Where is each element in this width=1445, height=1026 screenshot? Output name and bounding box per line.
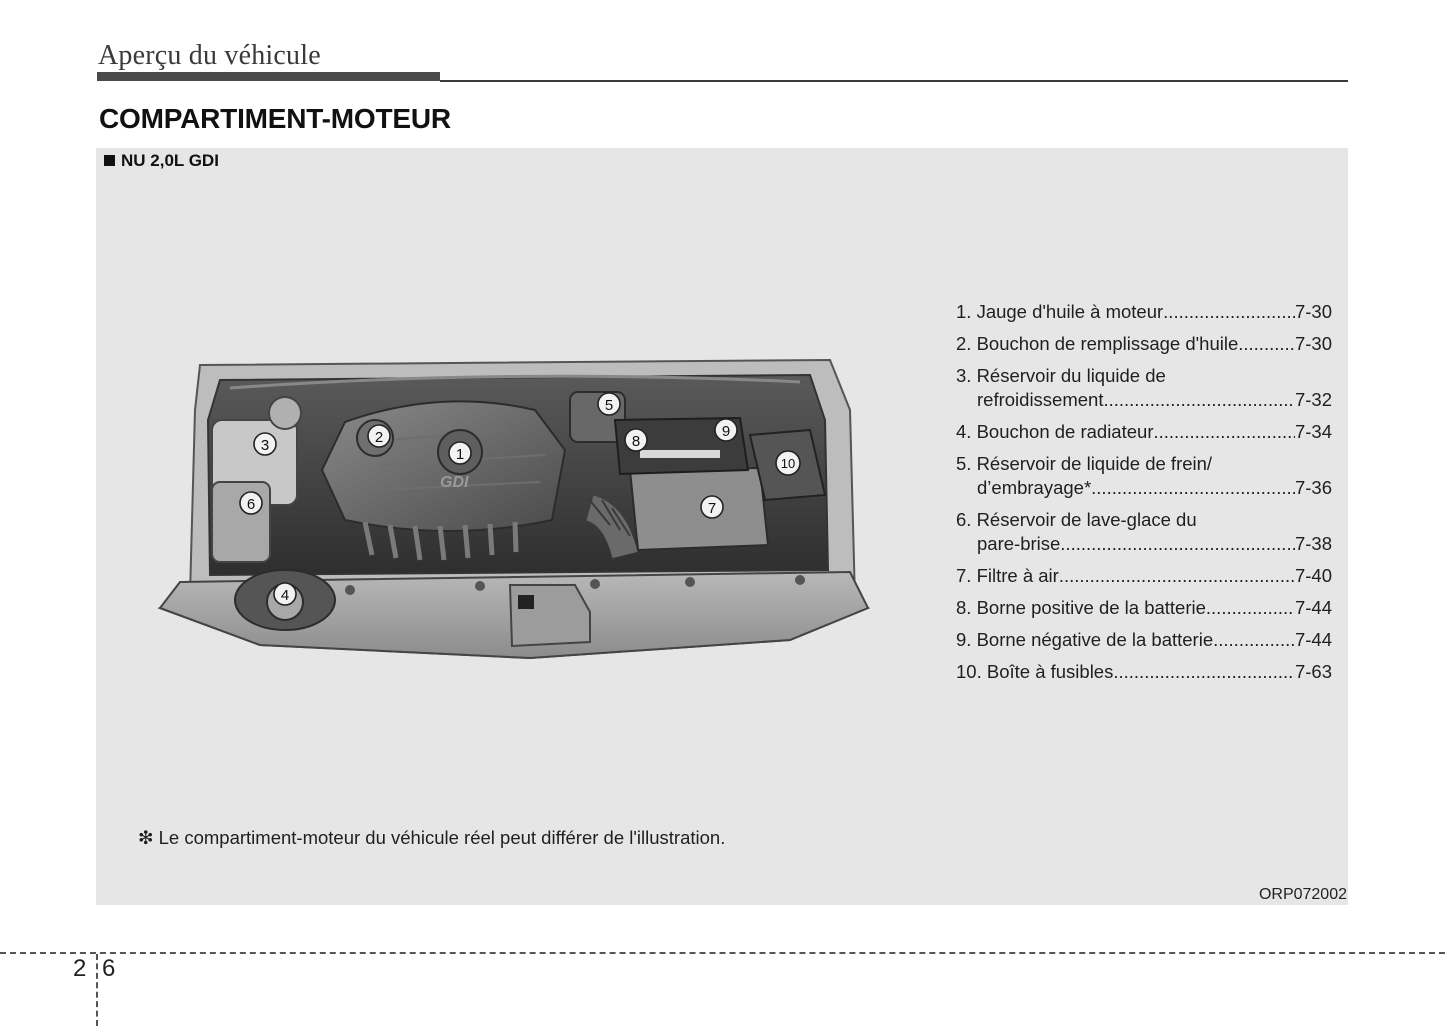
legend-page: 7-44 (1294, 597, 1332, 618)
legend-page: 7-36 (1294, 477, 1332, 498)
legend-item (956, 564, 1332, 588)
legend-label: 3. Réservoir du liquide de (956, 365, 1166, 386)
illustration-disclaimer: ❇ Le compartiment-moteur du véhicule réel peut différer de l'illustration. (138, 827, 726, 848)
legend-label-continued: pare-brise (977, 533, 1061, 554)
page-chapter-number: 2 (73, 955, 87, 982)
legend-item (956, 660, 1332, 684)
callout-marker (701, 496, 723, 518)
legend-label: 1. Jauge d'huile à moteur (956, 301, 1164, 322)
legend-label: 10. Boîte à fusibles (956, 661, 1114, 682)
square-bullet-icon (104, 155, 115, 166)
header-rule-thick (97, 72, 440, 81)
legend-label: 4. Bouchon de radiateur (956, 421, 1154, 442)
figure-code: ORP072002 (1258, 886, 1347, 903)
legend-item (956, 364, 1332, 412)
legend-page: 7-34 (1294, 421, 1332, 442)
callout-label: 9 (721, 423, 731, 440)
callout-marker (368, 425, 390, 447)
legend-label: 7. Filtre à air (956, 565, 1059, 586)
callout-label: 6 (246, 496, 256, 513)
callout-marker (254, 433, 276, 455)
chapter-title: Aperçu du véhicule (98, 40, 321, 71)
washer-reservoir (212, 482, 270, 562)
legend-item (956, 452, 1332, 500)
legend-label: 8. Borne positive de la batterie (956, 597, 1206, 618)
legend-item (956, 628, 1332, 652)
legend-page: 7-30 (1294, 333, 1332, 354)
callout-label: 5 (604, 397, 614, 414)
callout-label: 7 (707, 500, 717, 517)
callout-label: 8 (631, 433, 641, 450)
legend-item (956, 300, 1332, 324)
callout-marker (449, 442, 471, 464)
engine-variant-text: NU 2,0L GDI (121, 151, 219, 170)
legend-item (956, 596, 1332, 620)
legend-item (956, 508, 1332, 556)
callout-label: 10 (780, 456, 796, 471)
footer-dashed-divider (96, 954, 98, 1026)
callout-marker (240, 492, 262, 514)
legend-label-continued: d’embrayage* (977, 477, 1092, 498)
engine-cover-text: GDI (440, 474, 469, 491)
engine-variant-label (104, 151, 219, 171)
header-rule-thin (440, 80, 1348, 82)
legend-page: 7-63 (1294, 661, 1332, 682)
callout-label: 1 (455, 446, 465, 463)
callout-marker (776, 451, 800, 475)
callout-marker (598, 393, 620, 415)
callout-marker (274, 583, 296, 605)
legend-label-continued: refroidissement (977, 389, 1104, 410)
legend-page: 7-40 (1294, 565, 1332, 586)
legend-page: 7-44 (1294, 629, 1332, 650)
page-number: 6 (102, 955, 116, 982)
callout-label: 4 (280, 587, 290, 604)
legend-label: 5. Réservoir de liquide de frein/ (956, 453, 1213, 474)
section-title: COMPARTIMENT-MOTEUR (99, 103, 451, 134)
callout-label: 3 (260, 437, 270, 454)
callout-marker (625, 429, 647, 451)
callout-label: 2 (374, 429, 384, 446)
legend-page: 7-32 (1294, 389, 1332, 410)
legend-page: 7-30 (1294, 301, 1332, 322)
footer-dashed-rule (0, 952, 1445, 954)
legend-item (956, 420, 1332, 444)
engine-compartment-illustration (150, 350, 880, 670)
component-legend (956, 300, 1332, 692)
legend-label: 2. Bouchon de remplissage d'huile (956, 333, 1239, 354)
hood-latch (510, 585, 590, 646)
legend-label: 6. Réservoir de lave-glace du (956, 509, 1197, 530)
legend-page: 7-38 (1294, 533, 1332, 554)
callout-marker (715, 419, 737, 441)
legend-label: 9. Borne négative de la batterie (956, 629, 1214, 650)
air-filter-box (630, 468, 768, 550)
legend-item (956, 332, 1332, 356)
